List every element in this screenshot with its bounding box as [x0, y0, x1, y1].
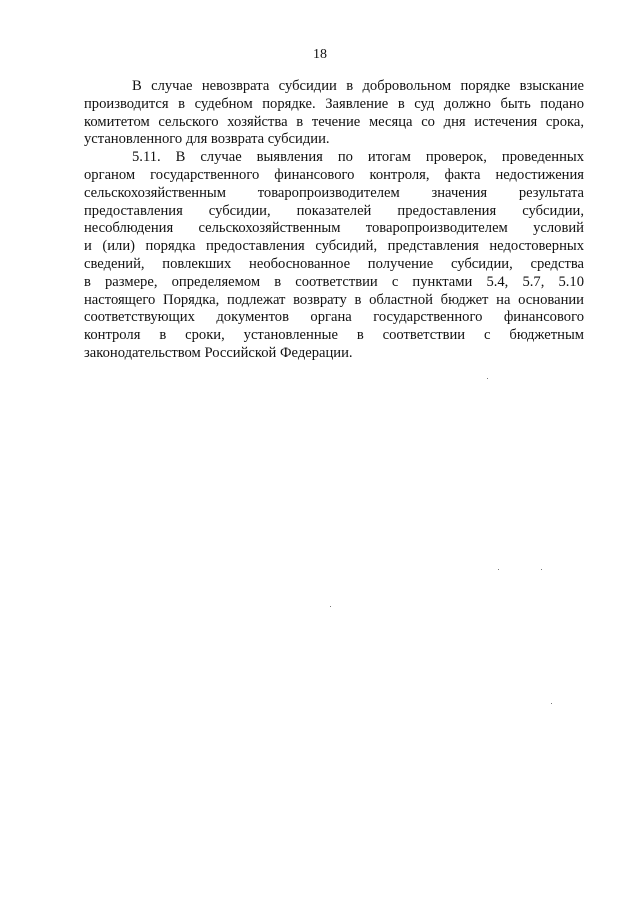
text-line: и (или) порядка предоставления субсидий, представления недостоверных — [84, 238, 584, 255]
text-line: предоставления субсидии, показателей предоставления субсидии, — [84, 202, 584, 219]
text-line: комитетом сельского хозяйства в течение месяца со дня истечения срока, — [84, 113, 584, 130]
scan-speck — [498, 569, 499, 570]
text-line: несоблюдения сельскохозяйственным товаропроизводителем условий — [84, 220, 584, 237]
text-line: В случае невозврата субсидии в добровольном порядке взыскание — [132, 78, 584, 94]
paragraph-clause-5-11 — [84, 149, 584, 363]
text-line: производится в судебном порядке. Заявление в суд должно быть подано — [84, 95, 584, 112]
text-line: сведений, повлекших необоснованное получение субсидии, средства — [84, 255, 584, 272]
text-line: в размере, определяемом в соответствии с пунктами 5.4, 5.7, 5.10 — [84, 273, 584, 290]
text-line: сельскохозяйственным товаропроизводителем значения результата — [84, 184, 584, 201]
paragraph-refund-court — [84, 78, 584, 149]
text-line: контроля в сроки, установленные в соответствии с бюджетным — [84, 327, 584, 344]
text-line: органом государственного финансового контроля, факта недостижения — [84, 166, 584, 183]
page-number: 18 — [313, 47, 327, 62]
scan-speck — [541, 569, 542, 570]
scan-speck — [551, 703, 552, 704]
document-body — [84, 78, 584, 363]
scan-speck — [330, 606, 331, 607]
text-line: соответствующих документов органа государственного финансового — [84, 309, 584, 326]
text-line: 5.11. В случае выявления по итогам проверок, проведенных — [132, 149, 584, 166]
text-line: установленного для возврата субсидии. — [84, 131, 330, 148]
scan-speck — [487, 378, 488, 379]
text-line: законодательством Российской Федерации. — [84, 344, 353, 361]
text-line: настоящего Порядка, подлежат возврату в областной бюджет на основании — [84, 291, 584, 308]
